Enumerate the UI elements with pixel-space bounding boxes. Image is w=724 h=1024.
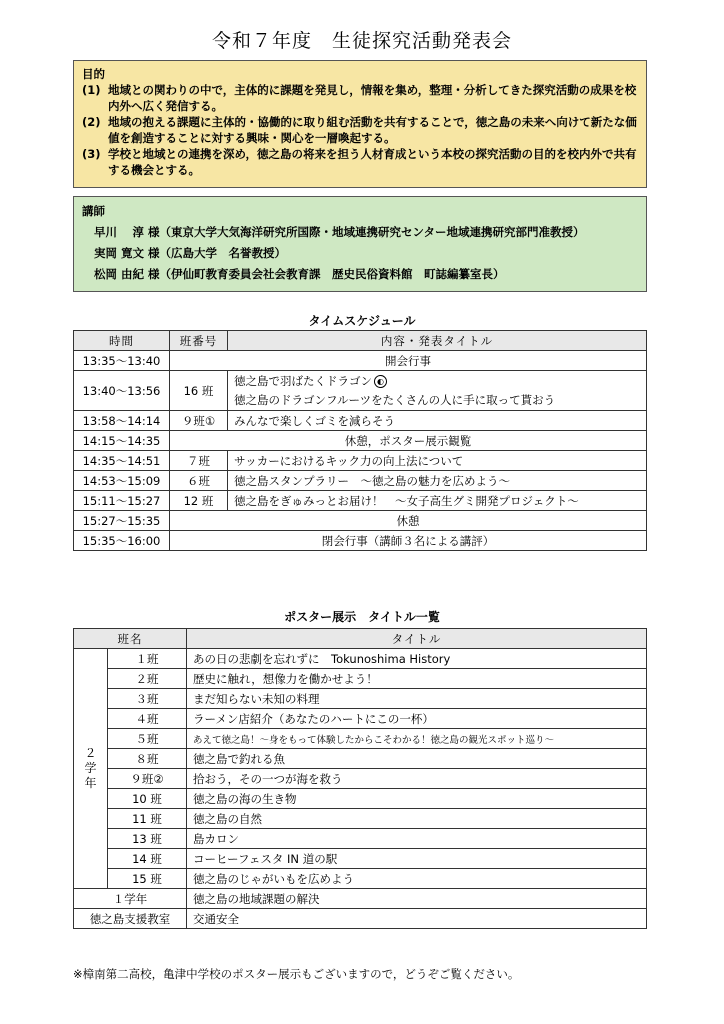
table-row <box>74 789 647 809</box>
schedule-title: タイムスケジュール <box>308 314 416 328</box>
grade2-cell: ２ 学 年 <box>74 649 108 889</box>
table-row <box>74 451 647 471</box>
content-cell: 休憩 <box>170 511 647 531</box>
table-row <box>74 689 647 709</box>
title-cell: コーヒーフェスタ IN 道の駅 <box>187 849 647 869</box>
time-cell: 13:35～13:40 <box>74 351 170 371</box>
content-line: 徳之島で羽ばたくドラゴン ◐ <box>234 372 640 391</box>
group-cell: ７班 <box>170 451 228 471</box>
column-header: 班番号 <box>170 331 228 351</box>
purpose-text: 地域との関わりの中で，主体的に課題を発見し，情報を集め，整理・分析してきた探究活動の成果を校内外へ広く発信する。 <box>108 83 637 113</box>
table-row <box>74 709 647 729</box>
time-cell: 15:11～15:27 <box>74 491 170 511</box>
content-cell <box>228 371 647 411</box>
footnote: ※樟南第二高校，亀津中学校のポスター展示もございますので，どうぞご覧ください。 <box>73 967 520 981</box>
poster-table <box>73 628 647 929</box>
group-cell: 12 班 <box>170 491 228 511</box>
time-cell: 13:58～14:14 <box>74 411 170 431</box>
time-cell: 15:35～16:00 <box>74 531 170 551</box>
class-cell: ９班② <box>108 769 187 789</box>
class-cell: 10 班 <box>108 789 187 809</box>
class-cell: １学年 <box>74 889 187 909</box>
lecturer-heading: 講師 <box>82 204 105 218</box>
table-row <box>74 649 647 669</box>
class-cell: ８班 <box>108 749 187 769</box>
class-cell: ４班 <box>108 709 187 729</box>
table-row <box>74 669 647 689</box>
page-title: 令和７年度 生徒探究活動発表会 <box>211 30 512 52</box>
content-cell: サッカーにおけるキック力の向上法について <box>228 451 647 471</box>
table-row <box>74 431 647 451</box>
poster-title: ポスター展示 タイトル一覧 <box>284 610 440 624</box>
content-cell: 徳之島スタンプラリー ～徳之島の魅力を広めよう～ <box>228 471 647 491</box>
lecturer-item: 早川 淳 様（東京大学大気海洋研究所国際・地域連携研究センター地域連携研究部門准教授） <box>94 225 585 239</box>
purpose-item <box>82 82 638 114</box>
title-cell: 拾おう，その一つが海を救う <box>187 769 647 789</box>
column-header: 班名 <box>74 629 187 649</box>
content-cell: みんなで楽しくゴミを減らそう <box>228 411 647 431</box>
table-row <box>74 471 647 491</box>
lecturer-item: 実岡 寛文 様（広島大学 名誉教授） <box>94 246 287 260</box>
class-cell: １班 <box>108 649 187 669</box>
class-cell: ５班 <box>108 729 187 749</box>
column-header: タイトル <box>187 629 647 649</box>
title-cell: 徳之島の地域課題の解決 <box>187 889 647 909</box>
title-cell: まだ知らない未知の料理 <box>187 689 647 709</box>
table-row <box>74 769 647 789</box>
table-row <box>74 889 647 909</box>
class-cell: 13 班 <box>108 829 187 849</box>
class-cell: 14 班 <box>108 849 187 869</box>
group-cell: ６班 <box>170 471 228 491</box>
table-row <box>74 511 647 531</box>
table-row <box>74 809 647 829</box>
content-cell: 徳之島をぎゅみっとお届け！ ～女子高生グミ開発プロジェクト～ <box>228 491 647 511</box>
title-cell: あえて徳之島！～身をもって体験したからこそわかる！徳之島の観光スポット巡り～ <box>187 729 647 749</box>
schedule-table <box>73 330 647 551</box>
dragon-icon: ◐ <box>374 375 387 388</box>
time-cell: 13:40～13:56 <box>74 371 170 411</box>
time-cell: 14:53～15:09 <box>74 471 170 491</box>
lecturer-box <box>73 196 647 292</box>
title-cell: あの日の悲劇を忘れずに Tokunoshima History <box>187 649 647 669</box>
title-cell: 徳之島のじゃがいもを広めよう <box>187 869 647 889</box>
title-cell: 徳之島で釣れる魚 <box>187 749 647 769</box>
table-row <box>74 371 647 411</box>
purpose-heading: 目的 <box>82 67 105 81</box>
time-cell: 14:35～14:51 <box>74 451 170 471</box>
title-cell: 交通安全 <box>187 909 647 929</box>
group-cell: ９班① <box>170 411 228 431</box>
content-cell: 開会行事 <box>170 351 647 371</box>
title-cell: ラーメン店紹介（あなたのハートにこの一杯） <box>187 709 647 729</box>
table-header-row <box>74 629 647 649</box>
purpose-item <box>82 146 638 178</box>
time-cell: 15:27～15:35 <box>74 511 170 531</box>
content-cell: 閉会行事（講師３名による講評） <box>170 531 647 551</box>
table-row <box>74 531 647 551</box>
lecturer-item: 松岡 由紀 様（伊仙町教育委員会社会教育課 歴史民俗資料館 町誌編纂室長） <box>94 267 505 281</box>
table-row <box>74 869 647 889</box>
column-header: 内容・発表タイトル <box>228 331 647 351</box>
class-cell: 11 班 <box>108 809 187 829</box>
table-header-row <box>74 331 647 351</box>
class-cell: 15 班 <box>108 869 187 889</box>
class-cell: ２班 <box>108 669 187 689</box>
table-row <box>74 491 647 511</box>
table-row <box>74 411 647 431</box>
title-cell: 島カロン <box>187 829 647 849</box>
table-row <box>74 849 647 869</box>
class-cell: ３班 <box>108 689 187 709</box>
purpose-box <box>73 60 647 188</box>
table-row <box>74 749 647 769</box>
purpose-num: (2) <box>82 115 101 129</box>
table-row <box>74 729 647 749</box>
purpose-num: (1) <box>82 83 101 97</box>
table-row <box>74 351 647 371</box>
column-header: 時間 <box>74 331 170 351</box>
content-cell: 休憩，ポスター展示観覧 <box>170 431 647 451</box>
time-cell: 14:15～14:35 <box>74 431 170 451</box>
purpose-num: (3) <box>82 147 101 161</box>
class-cell: 徳之島支援教室 <box>74 909 187 929</box>
content-line: 徳之島のドラゴンフルーツをたくさんの人に手に取って貰おう <box>234 392 556 407</box>
group-cell: 16 班 <box>170 371 228 411</box>
purpose-text: 学校と地域との連携を深め，徳之島の将来を担う人材育成という本校の探究活動の目的を校内外で共有する機会とする。 <box>108 147 637 177</box>
title-cell: 歴史に触れ，想像力を働かせよう！ <box>187 669 647 689</box>
purpose-text: 地域の抱える課題に主体的・協働的に取り組む活動を共有することで，徳之島の未来へ向けて新たな価値を創造することに対する興味・関心を一層喚起する。 <box>108 115 637 145</box>
table-row <box>74 909 647 929</box>
title-cell: 徳之島の自然 <box>187 809 647 829</box>
title-cell: 徳之島の海の生き物 <box>187 789 647 809</box>
table-row <box>74 829 647 849</box>
purpose-item <box>82 114 638 146</box>
